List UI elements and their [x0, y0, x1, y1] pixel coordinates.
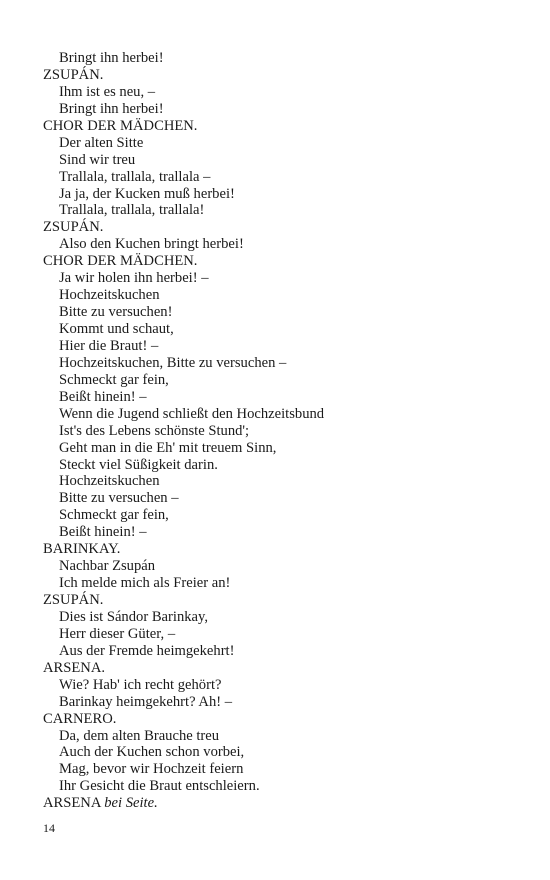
verse-line [43, 473, 513, 490]
verse-line [43, 490, 513, 507]
speaker-name [43, 592, 513, 609]
verse-line [43, 524, 513, 541]
verse-text: Ich melde mich als Freier an! [59, 575, 231, 592]
verse-text: Bringt ihn herbei! [59, 100, 164, 117]
verse-line [43, 135, 513, 152]
verse-text: Wenn die Jugend schließt den Hochzeitsbund [59, 405, 325, 422]
verse-text: Herr dieser Güter, – [59, 625, 176, 642]
verse-line [43, 609, 513, 626]
verse-line [43, 84, 513, 101]
verse-text: Bitte zu versuchen! [59, 304, 173, 321]
speaker-name [43, 660, 513, 677]
verse-line [43, 761, 513, 778]
verse-line [43, 101, 513, 118]
verse-line [43, 287, 513, 304]
speaker-label: ARSENA [43, 795, 101, 812]
speaker-name [43, 118, 513, 135]
verse-line [43, 457, 513, 474]
verse-text: Beißt hinein! – [59, 524, 147, 541]
verse-text: Kommt und schaut, [59, 321, 174, 337]
speaker-label: ZSUPÁN. [43, 592, 104, 608]
verse-line [43, 558, 513, 575]
speaker-label: ARSENA. [43, 659, 106, 676]
verse-text: Hochzeitskuchen [59, 287, 160, 304]
verse-line [43, 643, 513, 660]
verse-text: Aus der Fremde heimgekehrt! [59, 642, 235, 659]
verse-text: Wie? Hab' ich recht gehört? [59, 676, 222, 693]
verse-line [43, 575, 513, 592]
verse-line [43, 186, 513, 203]
verse-line [43, 778, 513, 795]
verse-text: Ja wir holen ihn herbei! – [59, 270, 209, 287]
verse-text: Ja ja, der Kucken muß herbei! [59, 185, 235, 202]
verse-line [43, 372, 513, 389]
speaker-label: CHOR DER MÄDCHEN. [43, 117, 198, 134]
speaker-name [43, 253, 513, 270]
verse-text: Ist's des Lebens schönste Stund'; [59, 422, 250, 439]
verse-text: Geht man in die Eh' mit treuem Sinn, [59, 439, 277, 456]
speaker-label: BARINKAY. [43, 541, 121, 558]
libretto-text [43, 50, 513, 812]
verse-line [43, 406, 513, 423]
speaker-label: CHOR DER MÄDCHEN. [43, 253, 198, 270]
verse-text: Da, dem alten Brauche treu [59, 727, 220, 744]
verse-text: Trallala, trallala, trallala – [59, 168, 211, 185]
speaker-label: ZSUPÁN. [43, 66, 104, 83]
verse-text: Bringt ihn herbei! [59, 50, 164, 66]
speaker-name [43, 795, 513, 812]
verse-text: Barinkay heimgekehrt? Ah! – [59, 693, 233, 710]
verse-line [43, 626, 513, 643]
verse-text: Hier die Braut! – [59, 337, 159, 354]
speaker-name [43, 67, 513, 84]
verse-line [43, 152, 513, 169]
verse-line [43, 169, 513, 186]
verse-text: Trallala, trallala, trallala! [59, 202, 205, 219]
verse-line [43, 677, 513, 694]
verse-text: Also den Kuchen bringt herbei! [59, 236, 244, 253]
verse-text: Der alten Sitte [59, 134, 144, 151]
verse-line [43, 389, 513, 406]
verse-text: Beißt hinein! – [59, 388, 147, 405]
verse-line [43, 744, 513, 761]
verse-text: Dies ist Sándor Barinkay, [59, 608, 209, 625]
verse-text: Mag, bevor wir Hochzeit feiern [59, 761, 244, 778]
verse-line [43, 440, 513, 457]
speaker-name [43, 541, 513, 558]
speaker-label: ZSUPÁN. [43, 219, 104, 236]
verse-text: Hochzeitskuchen [59, 473, 160, 490]
verse-line [43, 694, 513, 711]
page-number: 14 [43, 821, 55, 835]
speaker-label: CARNERO. [43, 710, 117, 727]
verse-text: Hochzeitskuchen, Bitte zu versuchen – [59, 354, 287, 371]
verse-line [43, 321, 513, 338]
verse-text: Schmeckt gar fein, [59, 507, 169, 524]
verse-text: Ihm ist es neu, – [59, 83, 156, 100]
verse-line [43, 423, 513, 440]
verse-text: Ihr Gesicht die Braut entschleiern. [59, 778, 260, 795]
verse-line [43, 355, 513, 372]
verse-line [43, 338, 513, 355]
verse-text: Auch der Kuchen schon vorbei, [59, 744, 245, 761]
verse-line [43, 728, 513, 745]
verse-line [43, 304, 513, 321]
verse-text: Nachbar Zsupán [59, 558, 156, 575]
verse-line [43, 50, 513, 67]
verse-text: Steckt viel Süßigkeit darin. [59, 456, 218, 473]
speaker-name [43, 711, 513, 728]
verse-line [43, 270, 513, 287]
verse-text: Sind wir treu [59, 151, 136, 168]
verse-line [43, 202, 513, 219]
verse-text: Schmeckt gar fein, [59, 371, 169, 388]
speaker-name [43, 219, 513, 236]
verse-line [43, 236, 513, 253]
stage-direction: bei Seite. [104, 795, 158, 812]
verse-text: Bitte zu versuchen – [59, 490, 179, 507]
verse-line [43, 507, 513, 524]
